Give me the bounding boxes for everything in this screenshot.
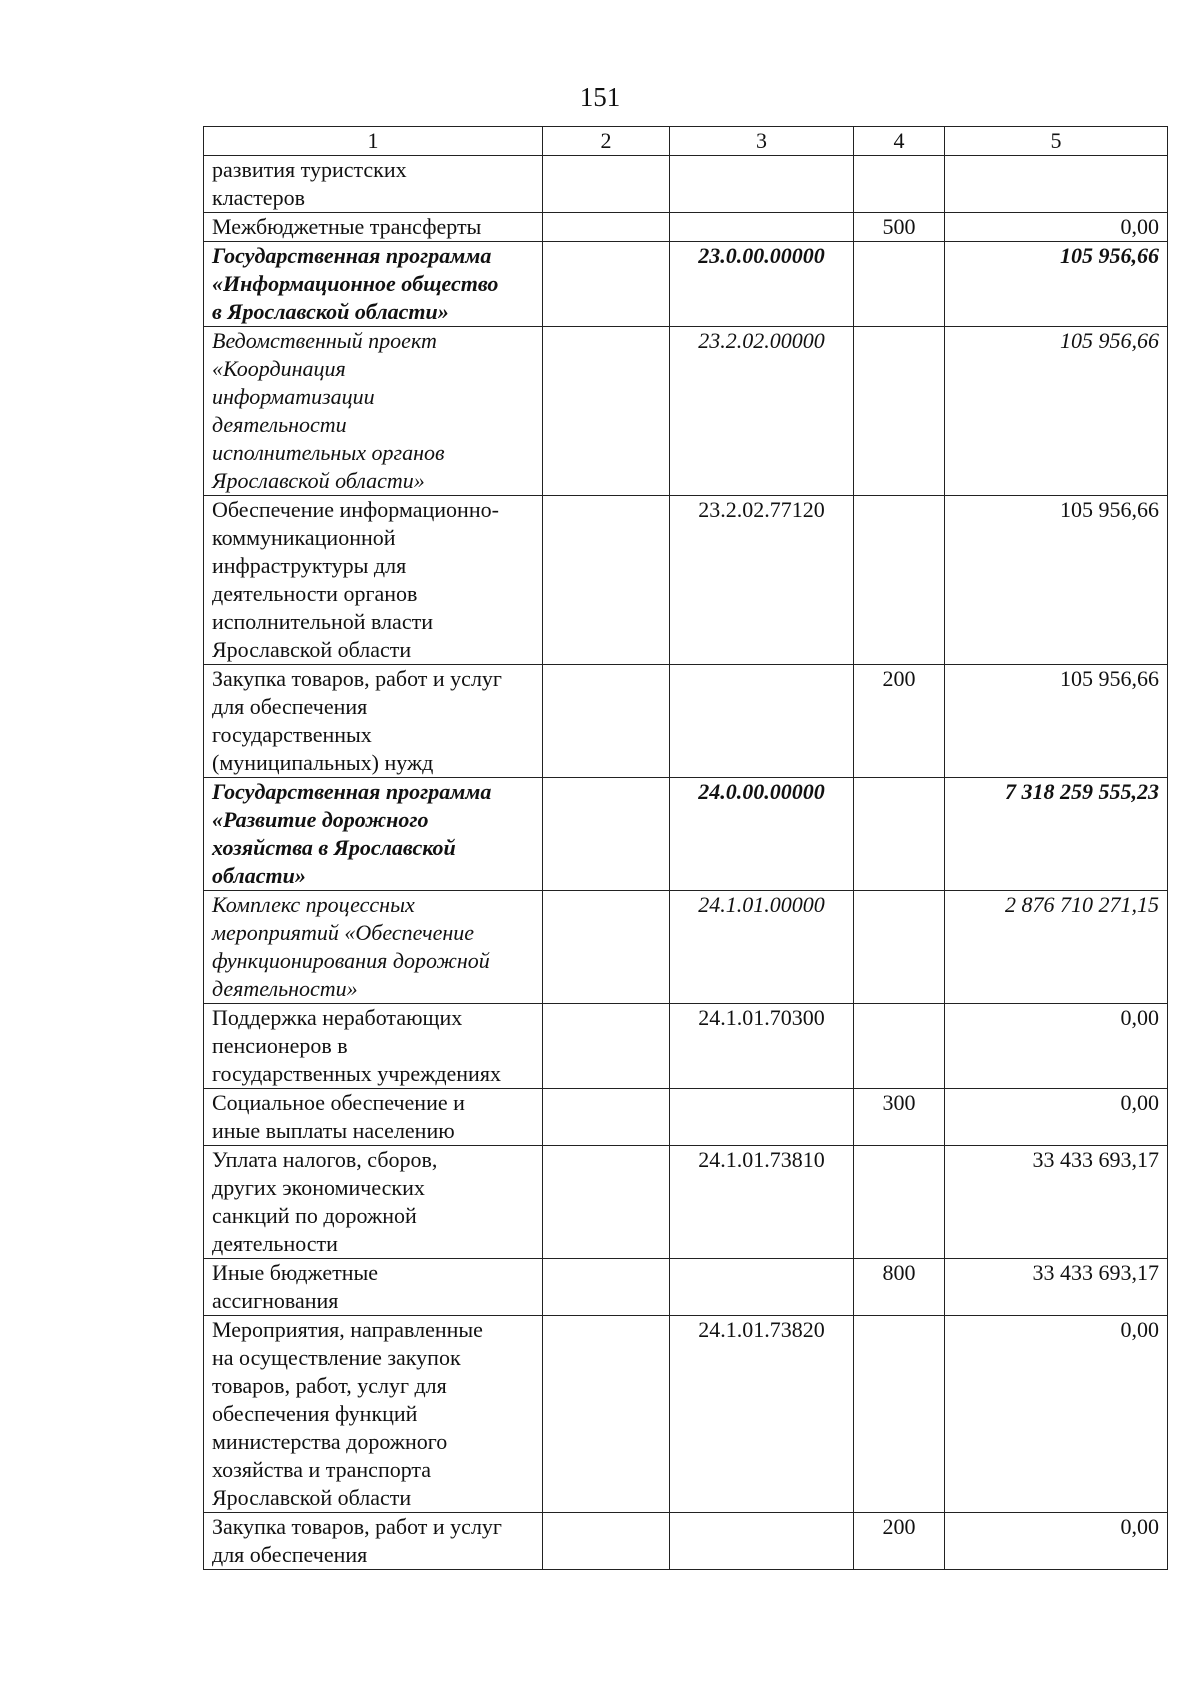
table-row: [204, 1089, 1168, 1146]
row-code-cell: [670, 1259, 854, 1316]
row-amount-cell: 2 876 710 271,15: [945, 891, 1168, 1004]
row-col2-cell: [543, 213, 670, 242]
row-col2-cell: [543, 327, 670, 496]
row-type-cell: [854, 1146, 945, 1259]
row-name-cell: Закупка товаров, работ и услуг для обеспечения государственных (муниципальных) нужд: [204, 665, 543, 778]
row-code-cell: [670, 665, 854, 778]
row-code-cell: [670, 213, 854, 242]
table-row: [204, 242, 1168, 327]
row-type-cell: 500: [854, 213, 945, 242]
row-col2-cell: [543, 1316, 670, 1513]
row-type-cell: 200: [854, 1513, 945, 1570]
row-code-cell: 24.0.00.00000: [670, 778, 854, 891]
column-header-5: 5: [945, 127, 1168, 156]
row-name-cell: Поддержка неработающих пенсионеров в государственных учреждениях: [204, 1004, 543, 1089]
row-amount-cell: 33 433 693,17: [945, 1259, 1168, 1316]
row-col2-cell: [543, 496, 670, 665]
row-amount-cell: 0,00: [945, 1316, 1168, 1513]
table-row: [204, 778, 1168, 891]
row-amount-cell: 0,00: [945, 213, 1168, 242]
table-row: [204, 1513, 1168, 1570]
row-col2-cell: [543, 1004, 670, 1089]
table-row: [204, 1316, 1168, 1513]
row-amount-cell: 105 956,66: [945, 665, 1168, 778]
table-row: [204, 1259, 1168, 1316]
table-header: [204, 127, 1168, 156]
row-col2-cell: [543, 1146, 670, 1259]
page-number: 151: [579, 82, 621, 112]
table-row: [204, 327, 1168, 496]
row-code-cell: 24.1.01.00000: [670, 891, 854, 1004]
table-row: [204, 665, 1168, 778]
row-col2-cell: [543, 242, 670, 327]
row-col2-cell: [543, 156, 670, 213]
table-body: [204, 156, 1168, 1570]
row-amount-cell: 33 433 693,17: [945, 1146, 1168, 1259]
row-type-cell: 200: [854, 665, 945, 778]
row-type-cell: [854, 156, 945, 213]
row-col2-cell: [543, 665, 670, 778]
column-header-4: 4: [854, 127, 945, 156]
budget-table: [203, 126, 1168, 1570]
row-col2-cell: [543, 778, 670, 891]
row-name-cell: Социальное обеспечение и иные выплаты населению: [204, 1089, 543, 1146]
row-name-cell: Комплекс процессных мероприятий «Обеспечение функционирования дорожной деятельности»: [204, 891, 543, 1004]
header-row: [204, 127, 1168, 156]
row-code-cell: 23.2.02.77120: [670, 496, 854, 665]
row-type-cell: [854, 242, 945, 327]
row-code-cell: [670, 1089, 854, 1146]
table-row: [204, 1146, 1168, 1259]
row-col2-cell: [543, 1513, 670, 1570]
row-name-cell: Закупка товаров, работ и услуг для обеспечения: [204, 1513, 543, 1570]
row-type-cell: 300: [854, 1089, 945, 1146]
row-amount-cell: 0,00: [945, 1513, 1168, 1570]
row-code-cell: [670, 156, 854, 213]
table-row: [204, 1004, 1168, 1089]
row-type-cell: [854, 1004, 945, 1089]
row-amount-cell: 0,00: [945, 1004, 1168, 1089]
table-row: [204, 496, 1168, 665]
column-header-3: 3: [670, 127, 854, 156]
row-col2-cell: [543, 891, 670, 1004]
row-amount-cell: 105 956,66: [945, 242, 1168, 327]
row-amount-cell: 0,00: [945, 1089, 1168, 1146]
row-name-cell: Обеспечение информационно- коммуникационной инфраструктуры для деятельности органов исполнительной власти Ярославской области: [204, 496, 543, 665]
row-type-cell: [854, 496, 945, 665]
row-code-cell: [670, 1513, 854, 1570]
row-name-cell: Государственная программа «Развитие дорожного хозяйства в Ярославской области»: [204, 778, 543, 891]
table-row: [204, 156, 1168, 213]
table-row: [204, 891, 1168, 1004]
row-amount-cell: [945, 156, 1168, 213]
row-name-cell: Мероприятия, направленные на осуществление закупок товаров, работ, услуг для обеспечения функций министерства дорожного хозяйства и транспорта Ярославской области: [204, 1316, 543, 1513]
row-amount-cell: 105 956,66: [945, 327, 1168, 496]
row-code-cell: 23.0.00.00000: [670, 242, 854, 327]
row-name-cell: развития туристских кластеров: [204, 156, 543, 213]
row-type-cell: [854, 891, 945, 1004]
column-header-2: 2: [543, 127, 670, 156]
row-code-cell: 24.1.01.73810: [670, 1146, 854, 1259]
row-type-cell: 800: [854, 1259, 945, 1316]
row-name-cell: Межбюджетные трансферты: [204, 213, 543, 242]
row-code-cell: 23.2.02.00000: [670, 327, 854, 496]
row-name-cell: Иные бюджетные ассигнования: [204, 1259, 543, 1316]
row-code-cell: 24.1.01.70300: [670, 1004, 854, 1089]
row-col2-cell: [543, 1089, 670, 1146]
row-type-cell: [854, 327, 945, 496]
column-header-1: 1: [204, 127, 543, 156]
row-name-cell: Уплата налогов, сборов, других экономических санкций по дорожной деятельности: [204, 1146, 543, 1259]
row-code-cell: 24.1.01.73820: [670, 1316, 854, 1513]
row-type-cell: [854, 778, 945, 891]
row-amount-cell: 7 318 259 555,23: [945, 778, 1168, 891]
row-amount-cell: 105 956,66: [945, 496, 1168, 665]
row-type-cell: [854, 1316, 945, 1513]
row-col2-cell: [543, 1259, 670, 1316]
table-row: [204, 213, 1168, 242]
row-name-cell: Государственная программа «Информационное общество в Ярославской области»: [204, 242, 543, 327]
row-name-cell: Ведомственный проект «Координация информатизации деятельности исполнительных органов Ярославской области»: [204, 327, 543, 496]
